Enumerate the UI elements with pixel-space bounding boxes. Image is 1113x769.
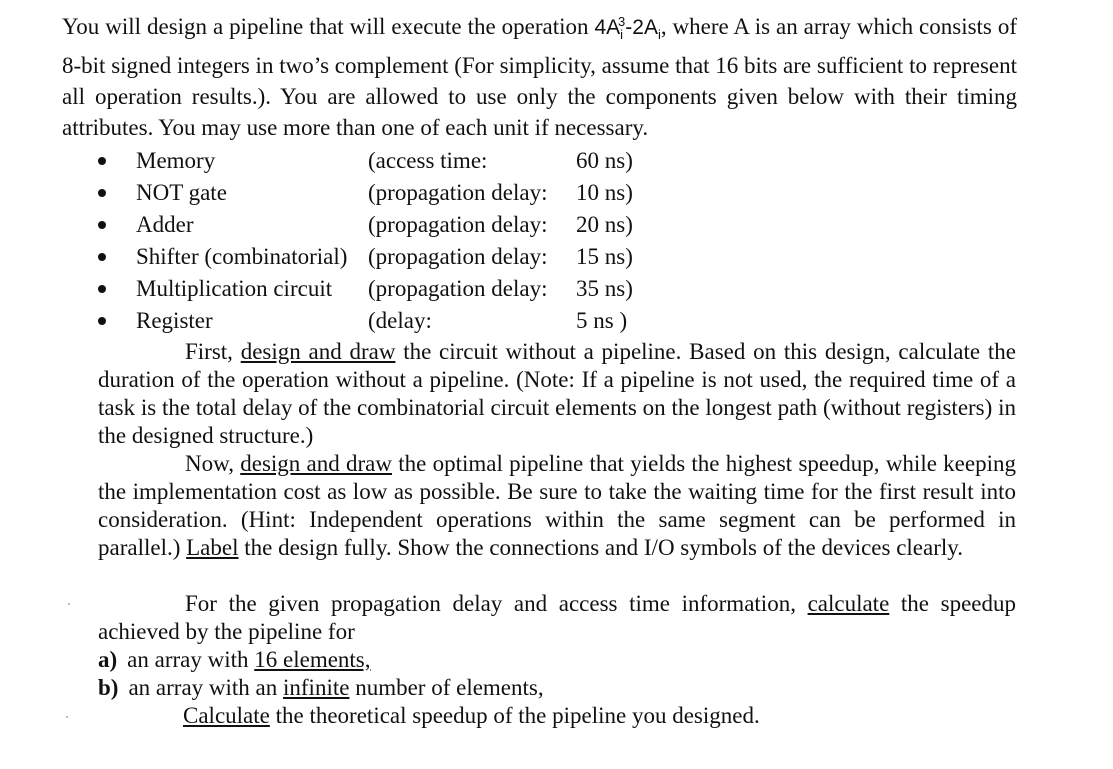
component-value: 15 ns) (576, 244, 633, 269)
final-emphasis: Calculate (183, 703, 270, 728)
component-name: Memory (136, 148, 216, 173)
task2-text: the optimal pipeline that yields the highest speedup, while keeping the implementation cost as low as possible. Be sure to take the waiting time for the first result into consideration. (Hint: Independent operations within the same segment can be performed in parallel.) (98, 451, 1016, 560)
option-emphasis: infinite (283, 675, 350, 700)
task2-text-end: the design fully. Show the connections and I/O symbols of the devices clearly. (238, 535, 964, 560)
option-a (98, 646, 371, 674)
component-value: 60 ns) (576, 148, 633, 173)
component-item (98, 177, 658, 209)
formula-term-1: 4A (594, 16, 621, 39)
option-text: an array with an (128, 675, 283, 700)
option-label: a) (98, 647, 118, 672)
option-text-end: number of elements, (349, 675, 544, 700)
bullet-icon (98, 285, 106, 293)
option-label: b) (98, 675, 119, 700)
bullet-icon (98, 189, 106, 197)
component-value: 35 ns) (576, 276, 633, 301)
component-list (98, 145, 658, 337)
option-b (98, 674, 544, 702)
intro-paragraph (62, 6, 1017, 143)
component-attribute: (access time: (368, 148, 488, 173)
task3-text: the speedup achieved by the pipeline for (98, 591, 1016, 644)
component-attribute: (propagation delay: (368, 276, 548, 301)
task-speedup (98, 590, 1016, 646)
scan-speck (66, 716, 68, 718)
formula-term-2: -2A (625, 16, 658, 39)
component-item (98, 273, 658, 305)
component-item (98, 209, 658, 241)
component-value: 5 ns ) (576, 308, 628, 333)
option-emphasis: 16 elements, (254, 647, 371, 672)
component-name: Adder (136, 212, 194, 237)
task-nonpipeline (98, 338, 1016, 450)
final-text: the theoretical speedup of the pipeline you designed. (269, 703, 760, 728)
task2-emphasis: design and draw (240, 451, 392, 476)
component-attribute: (propagation delay: (368, 180, 548, 205)
final-instruction (183, 702, 760, 730)
task1-text: the circuit without a pipeline. Based on this design, calculate the duration of the operation without a pipeline. (Note: If a pipeline is not used, the required time of a task is the total delay of the combinatorial circuit elements on the longest path (without registers) in the designed structure.) (98, 339, 1016, 448)
component-name: Shifter (combinatorial) (136, 244, 348, 269)
intro-text-start: You will design a pipeline that will execute the operation (62, 14, 595, 39)
component-item (98, 305, 658, 337)
formula-subscript-2: i (657, 27, 661, 43)
component-value: 20 ns) (576, 212, 633, 237)
bullet-icon (98, 157, 106, 165)
task1-lead: First, (185, 339, 241, 364)
task1-emphasis: design and draw (240, 339, 396, 364)
component-item (98, 145, 658, 177)
operation-formula (594, 14, 661, 43)
task2-lead: Now, (185, 451, 241, 476)
component-name: Register (136, 308, 213, 333)
task2-label-emphasis: Label (186, 535, 239, 560)
component-item (98, 241, 658, 273)
component-attribute: (delay: (368, 308, 432, 333)
task3-emphasis: calculate (807, 591, 890, 616)
bullet-icon (98, 317, 106, 325)
bullet-icon (98, 221, 106, 229)
task3-lead: For the given propagation delay and access time information, (185, 591, 808, 616)
component-name: Multiplication circuit (136, 276, 333, 301)
option-text: an array with (127, 647, 255, 672)
intro-text-end: , where A is an array which consists of 8-bit signed integers in two’s complement (For simplicity, assume that 16 bits are sufficient to represent all operation results.). You are allowed to use only the components given below with their timing attributes. You may use more than one of each unit if necessary. (62, 14, 1017, 141)
component-attribute: (propagation delay: (368, 244, 548, 269)
bullet-icon (98, 253, 106, 261)
formula-subscript-1: i (620, 27, 624, 43)
component-value: 10 ns) (576, 180, 633, 205)
task-pipeline (98, 450, 1016, 562)
formula-exponent: 3 (618, 14, 626, 29)
component-name: NOT gate (136, 180, 227, 205)
scan-speck (68, 603, 70, 605)
component-attribute: (propagation delay: (368, 212, 548, 237)
